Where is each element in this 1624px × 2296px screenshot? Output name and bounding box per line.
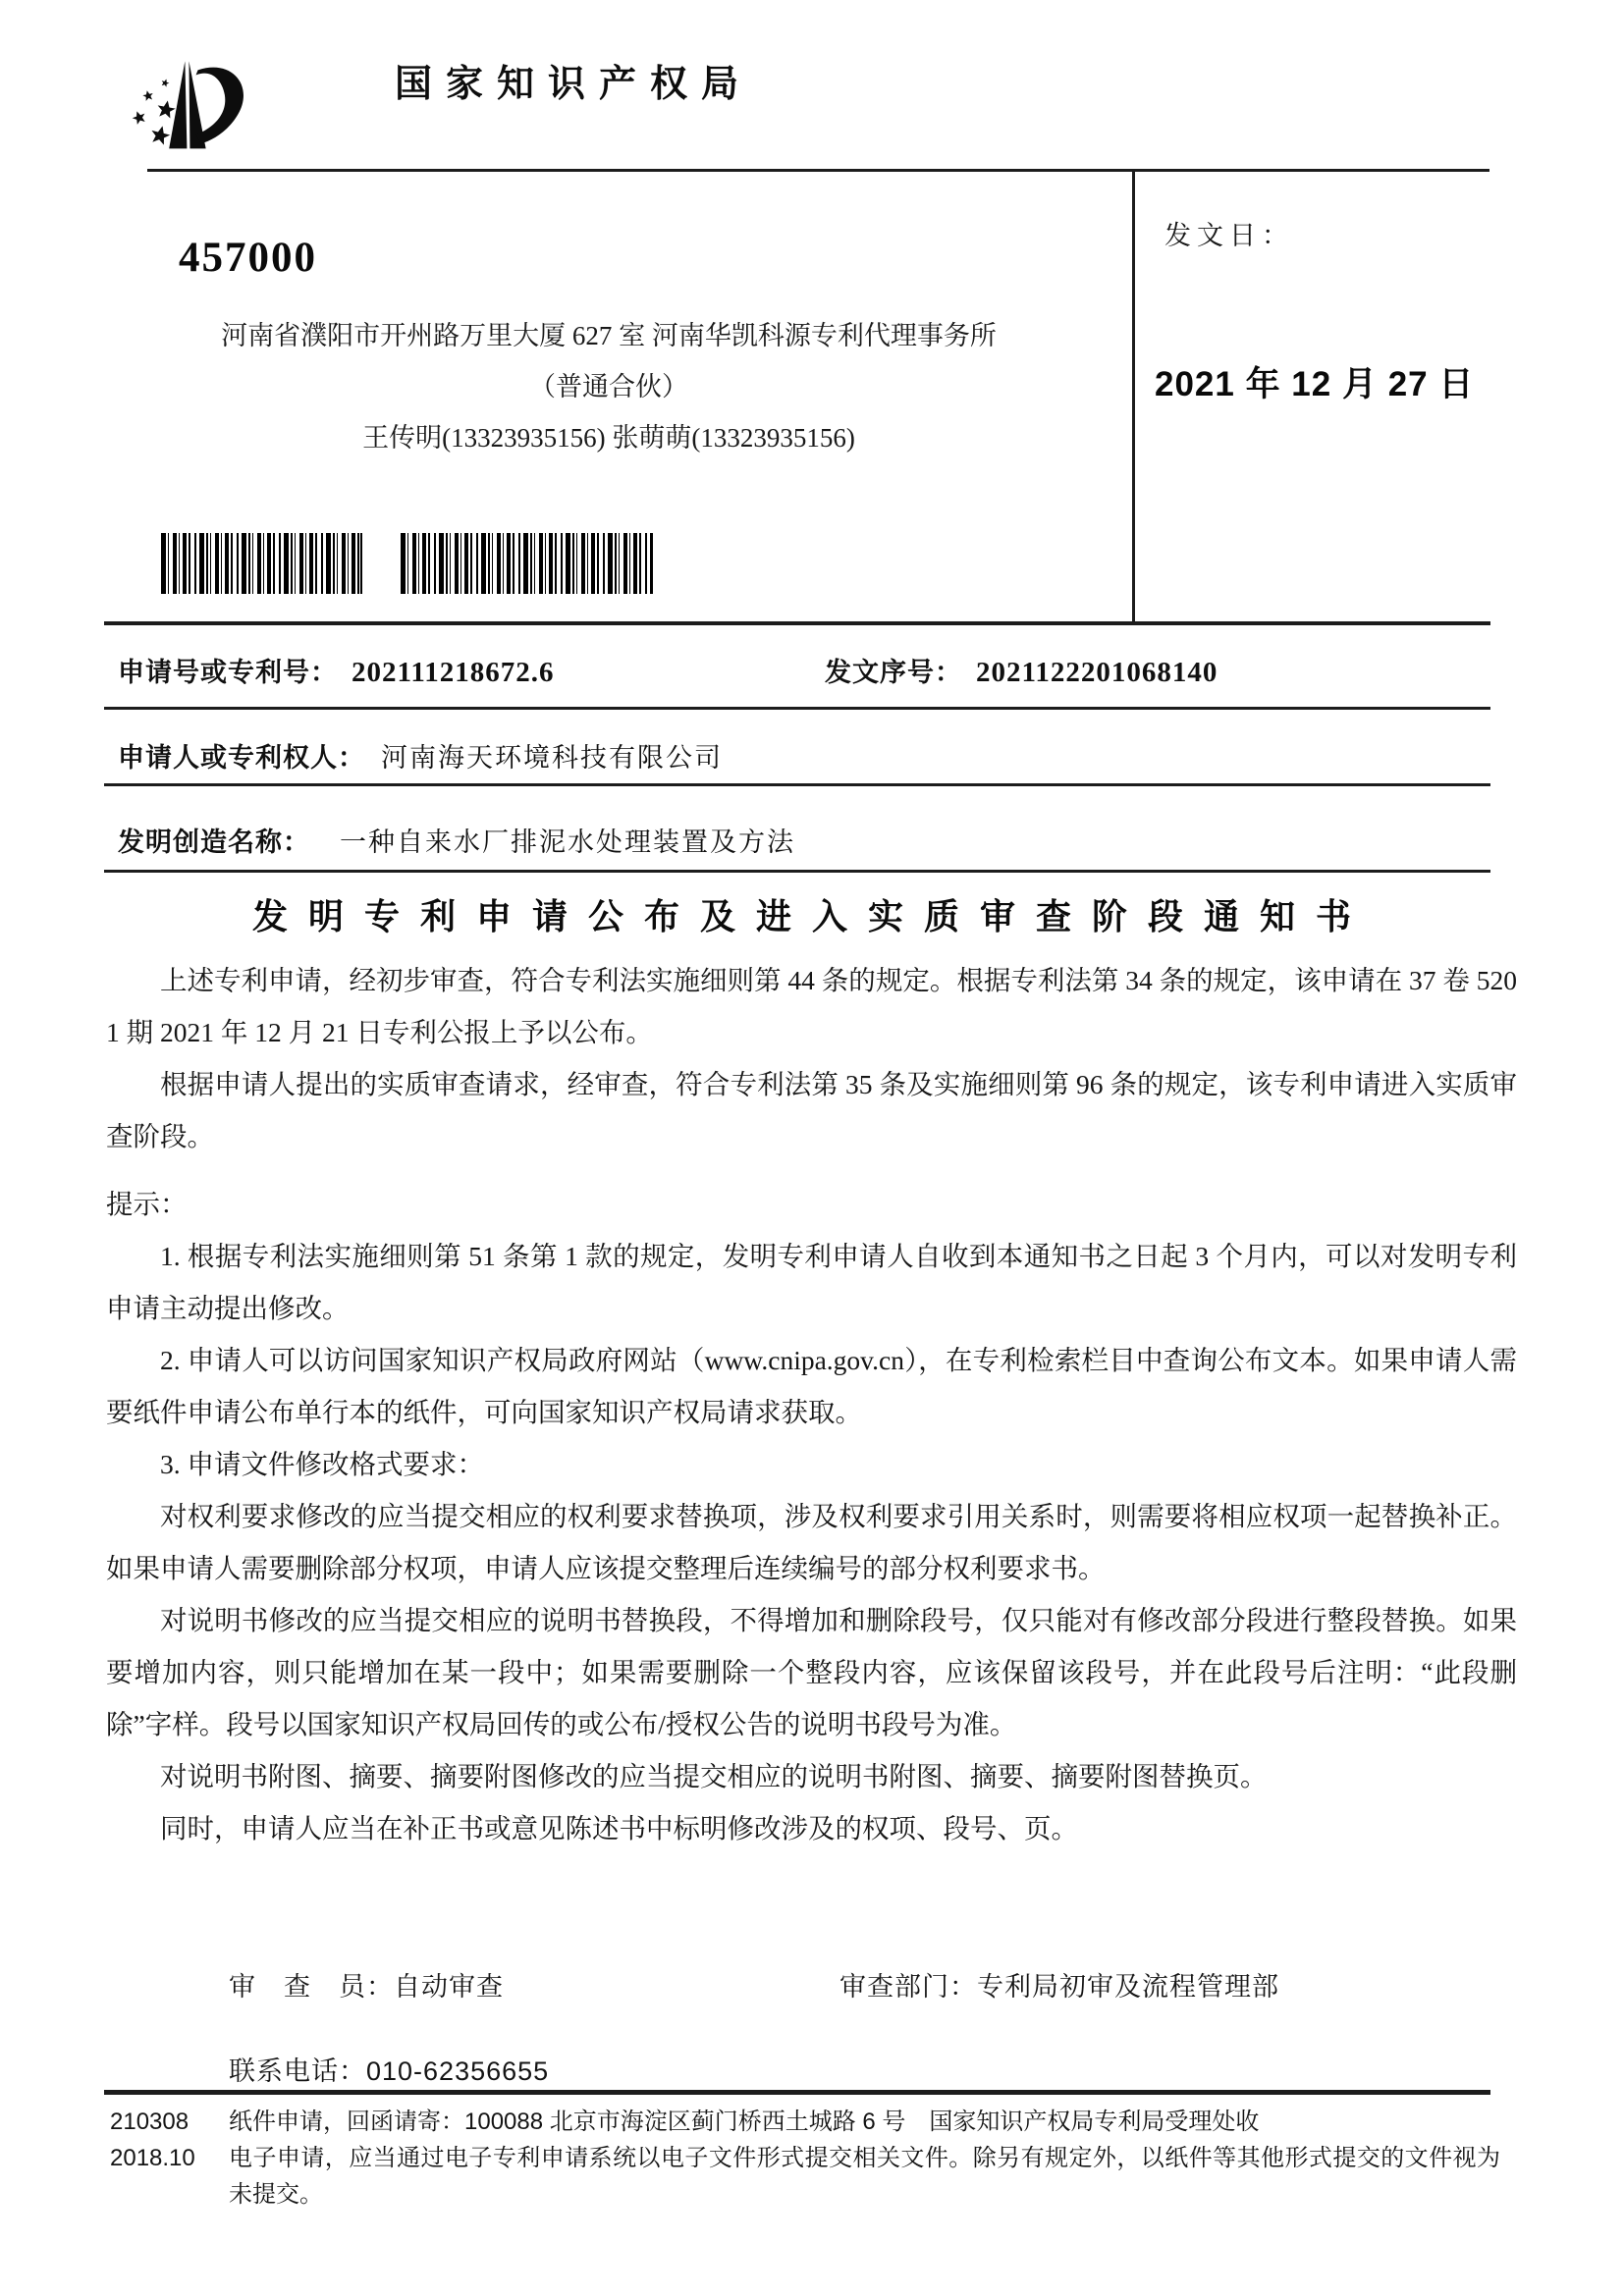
date-box-divider [1132,169,1135,623]
recipient-address: 河南省濮阳市开州路万里大厦 627 室 河南华凯科源专利代理事务所 [221,321,997,350]
examiner-label: 审 查 员： [229,1972,394,2002]
tip-3-claims: 对权利要求修改的应当提交相应的权利要求替换项，涉及权利要求引用关系时，则需要将相应权项一起替换补正。如果申请人需要删除部分权项，申请人应该提交整理后连续编号的部分权利要求书。 [106,1501,1517,1583]
phone-value: 010-62356655 [366,2056,550,2086]
dispatch-date-value: 2021 年 12 月 27 日 [1155,365,1475,403]
phone-label: 联系电话： [229,2056,366,2086]
barcode-right [401,533,653,594]
footer-electronic-line: 电子申请，应当通过电子专利申请系统以电子文件形式提交相关文件。除另有规定外，以纸件等其他形式提交的文件视为未提交。 [229,2145,1500,2208]
barcode-left [161,533,362,594]
invention-field [118,821,795,859]
tip-1: 1. 根据专利法实施细则第 51 条第 1 款的规定，发明专利申请人自收到本通知书之日起 3 个月内，可以对发明专利申请主动提出修改。 [106,1241,1517,1323]
form-date: 2018.10 [110,2145,195,2171]
notice-body [106,954,1517,1854]
department-value: 专利局初审及流程管理部 [977,1972,1279,2002]
dispatch-number-value: 2021122201068140 [976,657,1218,688]
table-rule-bottom [104,870,1490,873]
notice-paragraph-examination: 根据申请人提出的实质审查请求，经审查，符合专利法第 35 条及实施细则第 96 条的规定，该专利申请进入实质审查阶段。 [106,1069,1517,1151]
form-code: 210308 [110,2109,189,2135]
examiner-value: 自动审查 [394,1972,504,2002]
dispatch-number-field [825,651,1218,689]
recipient-contacts: 王传明(13323935156) 张萌萌(13323935156) [362,423,855,453]
table-rule-3 [104,783,1490,786]
tip-2: 2. 申请人可以访问国家知识产权局政府网站（www.cnipa.gov.cn），在专利检索栏目中查询公布文本。如果申请人需要纸件申请公布单行本的纸件，可向国家知识产权局请求获取。 [106,1345,1517,1427]
application-number-value: 202111218672.6 [352,657,555,688]
form-code-block [110,2104,195,2176]
tips-label: 提示： [106,1189,188,1219]
recipient-address-block [137,310,1080,463]
cnipa-emblem-icon [101,37,288,196]
applicant-value: 河南海天环境科技有限公司 [381,743,723,773]
department-field [839,1965,1279,2003]
department-label: 审查部门： [839,1972,977,2002]
table-rule-top [104,621,1490,625]
invention-title-value: 一种自来水厂排泥水处理装置及方法 [340,828,795,857]
tip-3-figures: 对说明书附图、摘要、摘要附图修改的应当提交相应的说明书附图、摘要、摘要附图替换页。 [160,1761,1268,1791]
phone-field [229,2050,549,2088]
header-rule [147,169,1489,172]
examiner-field [229,1965,504,2003]
dispatch-number-label: 发文序号： [825,658,962,687]
applicant-label: 申请人或专利权人： [118,743,365,773]
tip-3-heading: 3. 申请文件修改格式要求： [160,1449,484,1479]
application-number-label: 申请号或专利号： [118,658,338,687]
invention-title-label: 发明创造名称： [118,828,310,857]
notice-paragraph-publication: 上述专利申请，经初步审查，符合专利法实施细则第 44 条的规定。根据专利法第 34 条的规定，该申请在 37 卷 5201 期 2021 年 12 月 21 日专利公报上予以公布。 [106,965,1517,1047]
footer-paper-line: 纸件申请，回函请寄：100088 北京市海淀区蓟门桥西土城路 6 号 国家知识产权局专利局受理处收 [229,2109,1260,2135]
recipient-org-type: （普通合伙） [529,372,688,401]
application-number-field [118,651,555,689]
applicant-field [118,736,723,774]
tip-3-description: 对说明书修改的应当提交相应的说明书替换段，不得增加和删除段号，仅只能对有修改部分段进行整段替换。如果要增加内容，则只能增加在某一段中；如果需要删除一个整段内容，应该保留该段号，并在此段号后注明：“此段删除”字样。段号以国家知识产权局回传的或公布/授权公告的说明书段号为准。 [106,1605,1517,1739]
postal-code: 457000 [179,235,317,281]
tip-3-note: 同时，申请人应当在补正书或意见陈述书中标明修改涉及的权项、段号、页。 [160,1813,1078,1843]
dispatch-date-label: 发文日： [1164,221,1294,250]
notice-title: 发明专利申请公布及进入实质审查阶段通知书 [251,896,1373,936]
agency-title: 国家知识产权局 [395,64,753,105]
table-rule-2 [104,707,1490,710]
footer-instructions [229,2104,1500,2213]
footer-rule [104,2090,1490,2095]
